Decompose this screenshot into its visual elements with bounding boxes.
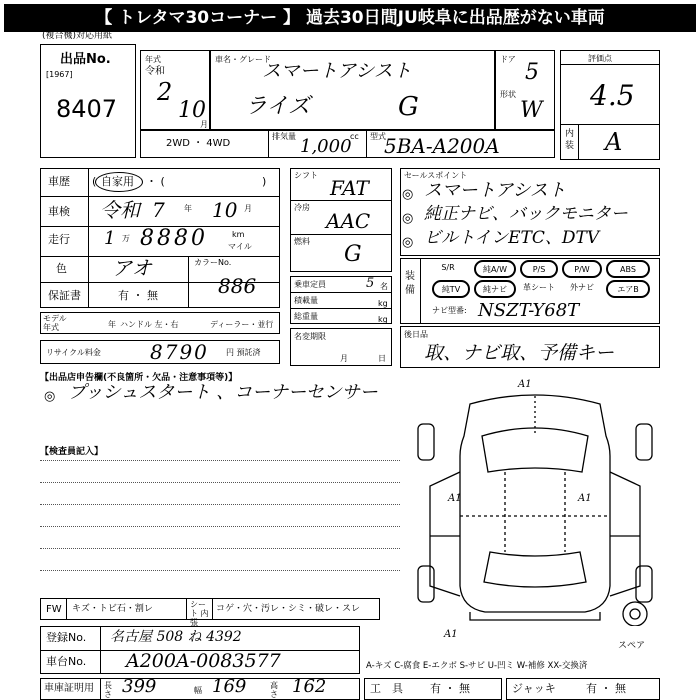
interior-label: 内装	[565, 129, 575, 151]
mileage-unit-km: km	[232, 230, 245, 239]
model-year-unit: 年	[108, 320, 116, 329]
notes-mark: ◎	[44, 389, 56, 404]
equip-sr: S/R	[441, 263, 455, 272]
mileage-label: 走行	[48, 233, 70, 246]
sales-mark-2: ◎	[402, 211, 414, 226]
inspection-month-unit: 月	[244, 204, 252, 213]
shape-label: 形状	[500, 90, 516, 99]
fw-seat-damage: コゲ・穴・汚レ・シミ・破レ・スレ	[216, 604, 361, 614]
sales-line-1: スマートアシスト	[424, 180, 566, 201]
recycle-label: リサイクル料金	[46, 348, 101, 357]
cert-width-label: 幅	[194, 686, 202, 695]
spare-label: スペア	[618, 641, 646, 651]
sales-line-2: 純正ナビ、バックモニター	[424, 204, 628, 224]
model-year-label: モデル 年式	[43, 314, 67, 332]
equipment-label: 装備	[405, 271, 415, 296]
equip-ps: P/S	[520, 260, 558, 278]
paper-note: (複合機)対応用紙	[42, 31, 113, 41]
history-label: 車歴	[48, 175, 70, 188]
drive-options: 2WD ・ 4WD	[166, 138, 231, 149]
history-after: ・ (	[146, 175, 165, 188]
notes-line-1: プッシュスタート 、コーナーセンサー	[68, 382, 378, 403]
ac-label: 冷房	[294, 203, 310, 212]
banner-text: 【 トレタマ30コーナー 】 過去30日間JU岐阜に出品歴がない車両	[95, 8, 605, 28]
name-change-month: 月	[340, 354, 348, 363]
accessories-label: 後日品	[404, 330, 428, 339]
capacity-unit: 名	[380, 282, 388, 291]
name-change-label: 名変期限	[294, 332, 326, 341]
mileage-value: 8880	[140, 226, 208, 251]
score-label: 評価点	[588, 54, 612, 63]
disp-unit: cc	[350, 132, 359, 141]
fw-label: FW	[46, 604, 62, 615]
inspector-label: 【検査員記入】	[40, 447, 104, 457]
fw-damage: キズ・トビ石・割レ	[72, 604, 153, 614]
shift-value: FAT	[330, 176, 369, 200]
damage-legend: A-キズ C-腐食 E-エクボ S-サビ U-凹ミ W-補修 XX-交換済	[366, 661, 588, 671]
dealer-options: ディーラー・並行	[210, 320, 274, 329]
model-label: 車名・グレード	[215, 55, 271, 64]
capacity-label: 乗車定員	[294, 280, 326, 289]
equip-leather: 革シート	[523, 283, 555, 292]
jack-options: 有 ・ 無	[586, 682, 626, 695]
year-label: 年式	[145, 55, 161, 64]
mileage-man-value: 1	[104, 228, 116, 249]
shift-label: シフト	[294, 171, 318, 180]
reg-label: 登録No.	[46, 631, 87, 644]
cert-length: 399	[122, 676, 157, 697]
disp-label: 排気量	[272, 132, 296, 141]
equip-alloy: 純A/W	[474, 260, 516, 278]
color-value: アオ	[112, 256, 152, 280]
color-label: 色	[56, 262, 67, 275]
inspection-year: 7	[152, 198, 165, 222]
model-grade: G	[398, 92, 419, 122]
handle-options: ハンドル 左・右	[120, 320, 179, 329]
history-circled: 自家用	[101, 175, 134, 188]
year-era: 令和	[145, 66, 165, 77]
dent-mark-right: A1	[578, 493, 592, 504]
interior-value: A	[605, 128, 623, 156]
fuel-value: G	[344, 242, 362, 267]
dent-mark-front: A1	[518, 379, 532, 390]
lot-label: 出品No.	[60, 52, 111, 67]
cert-length-label: 長さ	[104, 681, 112, 699]
accessories-value: 取、ナビ取、予備キー	[424, 342, 615, 364]
sales-line-3: ビルトインETC、DTV	[424, 228, 600, 248]
warranty-label: 保証書	[48, 289, 81, 302]
reg-value: 名古屋 508 ね 4392	[110, 629, 242, 645]
recycle-value: 8790	[150, 340, 209, 364]
disp-value: 1,000	[300, 136, 352, 157]
inspection-year-unit: 年	[184, 204, 192, 213]
sales-mark-1: ◎	[402, 187, 414, 202]
model-name2: ライズ	[245, 94, 311, 119]
lot-code: [1967]	[46, 70, 73, 79]
equip-airbag: エアB	[606, 280, 650, 298]
color-no-label: カラーNo.	[194, 258, 232, 267]
type-value: 5BA-A200A	[384, 134, 500, 158]
mileage-unit-mile: マイル	[228, 242, 252, 251]
year-value: 2	[157, 78, 173, 106]
gross-label: 総重量	[294, 312, 318, 321]
tools-options: 有 ・ 無	[430, 682, 470, 695]
year-month: 10	[178, 98, 206, 123]
chassis-label: 車台No.	[46, 655, 87, 668]
fuel-label: 燃料	[294, 237, 310, 246]
inspection-label: 車検	[48, 205, 70, 218]
navi-model-label: ナビ型番:	[432, 306, 467, 315]
score-value: 4.5	[590, 79, 635, 112]
history-close: )	[262, 175, 267, 188]
chassis-value: A200A-0083577	[126, 650, 281, 672]
cert-width: 169	[212, 676, 247, 697]
doors-value: 5	[525, 60, 539, 85]
mileage-man: 万	[122, 234, 130, 243]
fw-seat: シート 内張	[190, 600, 209, 627]
cert-label: 車庫証明用	[44, 683, 94, 694]
equip-navi: 純ナビ	[474, 280, 516, 298]
color-no: 886	[218, 274, 257, 298]
recycle-unit: 円 預託済	[226, 348, 261, 357]
dent-mark-bottom: A1	[444, 629, 458, 640]
capacity-value: 5	[366, 276, 375, 291]
dent-mark-left: A1	[448, 493, 462, 504]
inspection-month: 10	[212, 198, 238, 222]
model-name1: スマートアシスト	[262, 60, 412, 82]
lot-number: 8407	[56, 95, 118, 123]
ac-value: AAC	[326, 209, 371, 233]
gross-unit: kg	[378, 315, 388, 324]
inspection-era: 令和	[100, 198, 140, 222]
equip-ext-navi: 外ナビ	[570, 283, 594, 292]
notes-label: 【出品店申告欄(不良箇所・欠品・注意事項等)】	[40, 373, 238, 383]
cert-height: 162	[292, 676, 327, 697]
cert-height-label: 高さ	[270, 681, 278, 699]
year-month-unit: 月	[200, 120, 208, 129]
navi-model: NSZT-Y68T	[478, 300, 580, 321]
load-unit: kg	[378, 299, 388, 308]
equip-pw: P/W	[562, 260, 602, 278]
jack-label: ジャッキ	[512, 682, 556, 695]
doors-label: ドア	[500, 55, 516, 64]
type-label: 型式	[370, 132, 386, 141]
equip-abs: ABS	[606, 260, 650, 278]
name-change-day: 日	[378, 354, 386, 363]
load-label: 積載量	[294, 296, 318, 305]
history-open: (	[92, 175, 97, 188]
equip-tv: 純TV	[432, 280, 470, 298]
shape-value: W	[520, 98, 543, 123]
sales-label: セールスポイント	[404, 171, 468, 180]
tools-label: 工 具	[370, 682, 403, 695]
sales-mark-3: ◎	[402, 235, 414, 250]
warranty-options: 有 ・ 無	[118, 289, 158, 302]
